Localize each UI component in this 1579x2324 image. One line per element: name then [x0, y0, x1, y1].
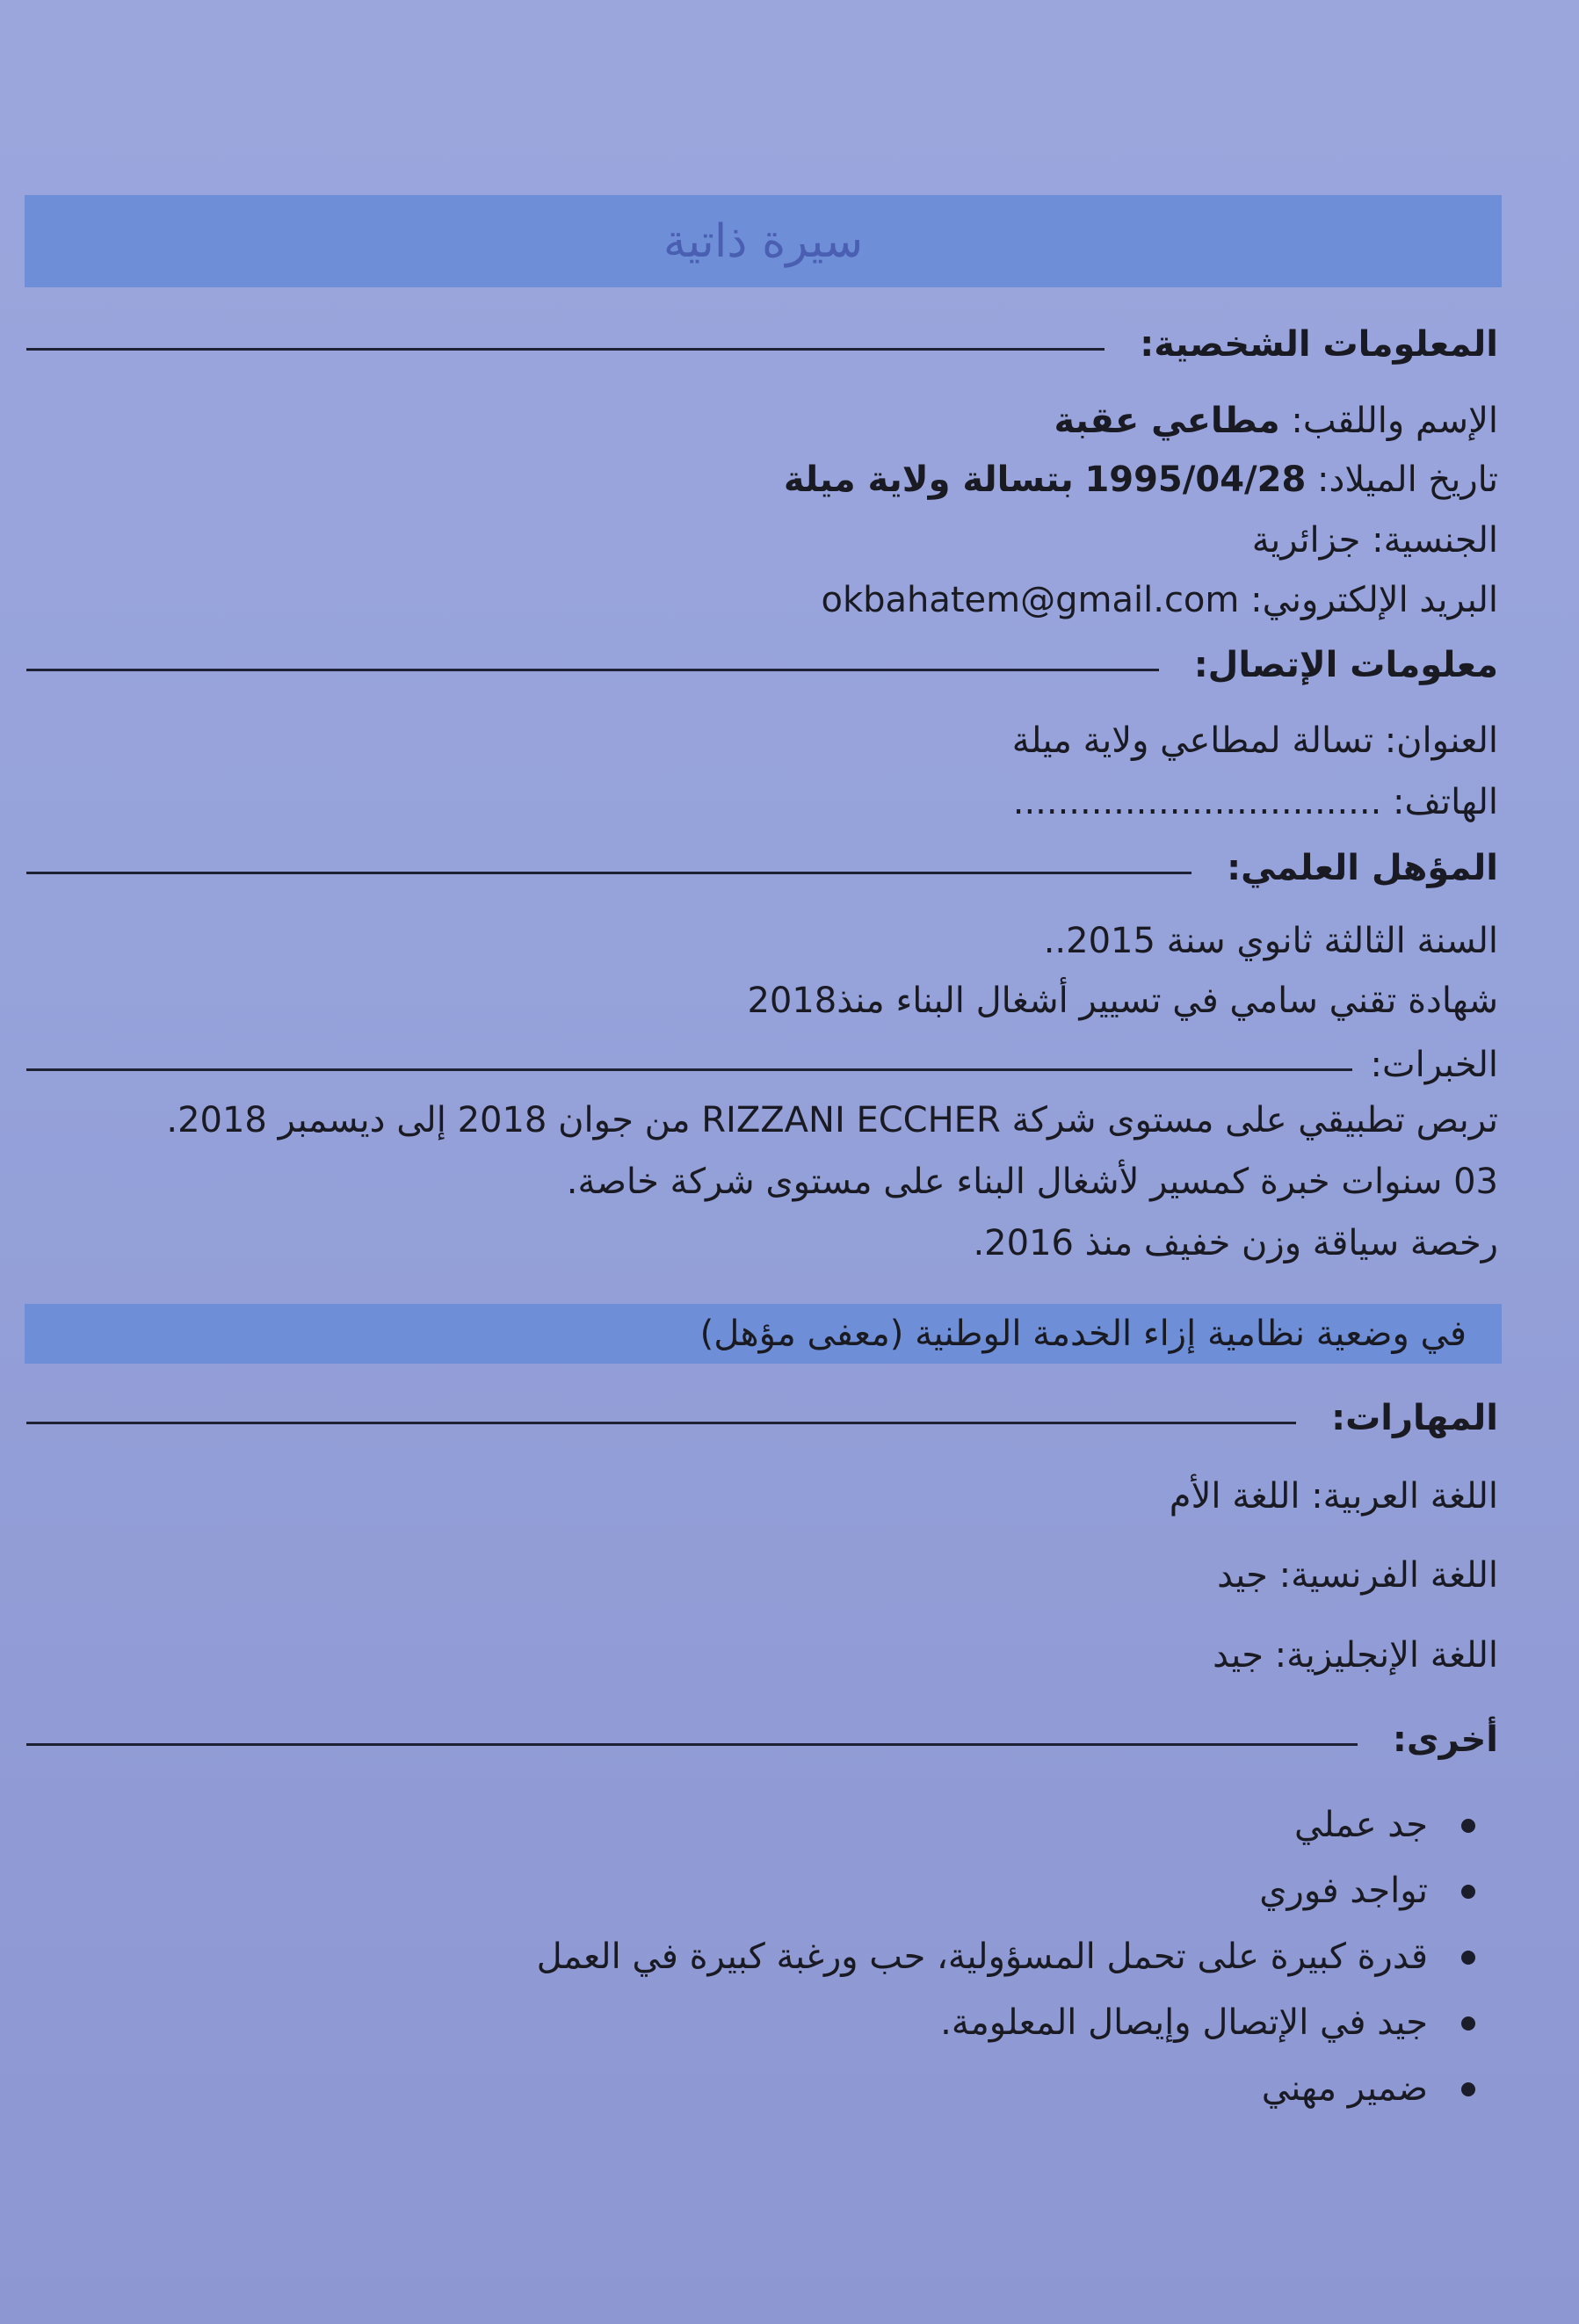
experience-item-pre: تربص تطبيقي على مستوى شركة — [1011, 1100, 1498, 1140]
bullet-icon — [1461, 1819, 1475, 1833]
company-name: RIZZANI ECCHER — [701, 1100, 1001, 1140]
phone-line — [1013, 782, 1498, 822]
list-item — [537, 1792, 1498, 1858]
section-divider — [26, 1422, 1296, 1424]
email-line — [821, 580, 1498, 620]
section-divider — [26, 1743, 1358, 1746]
birth-label: تاريخ الميلاد: — [1317, 460, 1498, 500]
other-list — [537, 1792, 1498, 2122]
education-heading: المؤهل العلمي: — [1227, 848, 1498, 888]
address-label: العنوان: — [1384, 720, 1498, 761]
name-line — [1054, 401, 1498, 441]
list-item — [537, 1858, 1498, 1924]
list-item — [537, 1990, 1498, 2056]
list-item-text: جد عملي — [1293, 1805, 1428, 1845]
nationality-line — [1252, 520, 1498, 561]
section-divider — [26, 872, 1191, 874]
service-status: في وضعية نظامية إزاء الخدمة الوطنية (معفى مؤهل) — [699, 1314, 1467, 1354]
section-divider — [26, 1068, 1352, 1071]
list-item — [537, 2056, 1498, 2122]
experience-item-post: من جوان 2018 إلى ديسمبر 2018. — [166, 1100, 691, 1140]
list-item-text: قدرة كبيرة على تحمل المسؤولية، حب ورغبة كبيرة في العمل — [536, 1937, 1428, 1977]
experience-heading: الخبرات: — [1370, 1045, 1498, 1085]
list-item-text: تواجد فوري — [1259, 1871, 1428, 1911]
bullet-icon — [1461, 1885, 1475, 1899]
skill-item: اللغة الفرنسية: جيد — [1217, 1555, 1498, 1596]
cv-title: سيرة ذاتية — [663, 214, 864, 268]
birth-line — [784, 460, 1498, 500]
experience-item: 03 سنوات خبرة كمسير لأشغال البناء على مستوى شركة خاصة. — [566, 1162, 1498, 1202]
experience-header — [26, 1039, 1498, 1091]
name-value: مطاعي عقبة — [1054, 401, 1280, 441]
experience-item: رخصة سياقة وزن خفيف منذ 2016. — [973, 1223, 1498, 1263]
skills-heading: المهارات: — [1331, 1398, 1498, 1438]
education-item: السنة الثالثة ثانوي سنة 2015.. — [1043, 921, 1498, 961]
other-heading: أخرى: — [1392, 1719, 1498, 1760]
service-banner — [25, 1304, 1502, 1364]
list-item — [537, 1924, 1498, 1990]
contact-info-header — [26, 639, 1498, 691]
phone-label: الهاتف: — [1393, 782, 1498, 822]
skills-header — [26, 1392, 1498, 1444]
birth-date: 1995/04/28 — [1084, 460, 1307, 500]
other-header — [26, 1713, 1498, 1766]
title-banner — [25, 195, 1502, 287]
nationality-label: الجنسية: — [1372, 520, 1498, 561]
list-item-text: ضمير مهني — [1261, 2068, 1428, 2109]
name-label: الإسم واللقب: — [1291, 401, 1498, 441]
education-item: شهادة تقني سامي في تسيير أشغال البناء منذ2018 — [747, 981, 1498, 1021]
experience-item — [166, 1100, 1498, 1140]
section-divider — [26, 348, 1105, 351]
birth-place: بتسالة ولاية ميلة — [783, 460, 1074, 500]
address-line — [1012, 720, 1498, 761]
personal-info-heading: المعلومات الشخصية: — [1140, 324, 1498, 365]
address-value: تسالة لمطاعي ولاية ميلة — [1011, 720, 1373, 761]
skill-item: اللغة العربية: اللغة الأم — [1169, 1476, 1498, 1517]
bullet-icon — [1461, 2016, 1475, 2031]
skill-item: اللغة الإنجليزية: جيد — [1213, 1635, 1498, 1676]
personal-info-header — [26, 318, 1498, 371]
email-value: okbahatem@gmail.com — [821, 580, 1240, 620]
phone-value: ................................. — [1012, 782, 1382, 822]
nationality-value: جزائرية — [1251, 520, 1361, 561]
section-divider — [26, 669, 1159, 671]
education-header — [26, 842, 1498, 894]
email-label: البريد الإلكتروني: — [1250, 580, 1498, 620]
bullet-icon — [1461, 2082, 1475, 2096]
contact-info-heading: معلومات الإتصال: — [1193, 645, 1498, 685]
bullet-icon — [1461, 1951, 1475, 1965]
list-item-text: جيد في الإتصال وإيصال المعلومة. — [940, 2002, 1428, 2043]
